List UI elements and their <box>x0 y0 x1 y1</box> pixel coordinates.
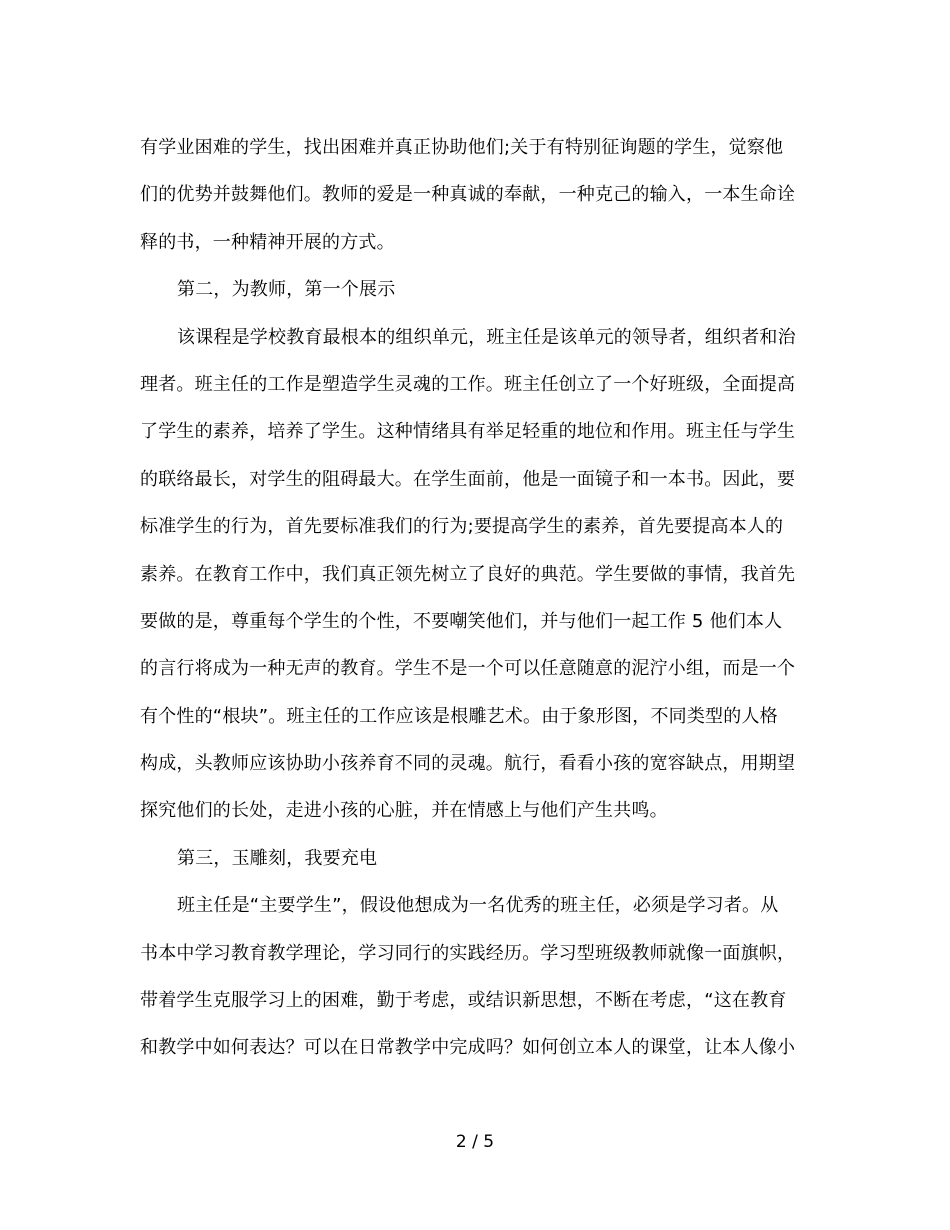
text-line: 素养。在教育工作中，我们真正领先树立了良好的典范。学生要做的事情，我首先 <box>140 563 796 585</box>
text-line: 班主任是“主要学生”，假设他想成为一名优秀的班主任，必须是学习者。从 <box>177 895 779 917</box>
text-line: 的联络最长，对学生的阻碍最大。在学生面前，他是一面镜子和一本书。因此，要 <box>140 468 796 490</box>
page-number: 2 / 5 <box>455 1132 495 1152</box>
text-line: 释的书，一种精神开展的方式。 <box>140 231 395 253</box>
body-text <box>140 124 830 1072</box>
text-line: 标准学生的行为，首先要标准我们的行为;要提高学生的素养，首先要提高本人的 <box>140 516 784 538</box>
text-line: 们的优势并鼓舞他们。教师的爱是一种真诚的奉献，一种克己的输入，一本生命诠 <box>140 184 796 206</box>
text-line: 了学生的素养，培养了学生。这种情绪具有举足轻重的地位和作用。班主任与学生 <box>140 421 796 443</box>
text-line: 和教学中如何表达？可以在日常教学中完成吗？如何创立本人的课堂，让本人像小 <box>140 1037 796 1059</box>
section-heading: 第二，为教师，第一个展示 <box>177 279 396 301</box>
text-line: 该课程是学校教育最根本的组织单元，班主任是该单元的领导者，组织者和治 <box>177 326 796 348</box>
text-line: 要做的是，尊重每个学生的个性，不要嘲笑他们，并与他们一起工作 5 他们本人 <box>140 610 783 632</box>
text-line: 理者。班主任的工作是塑造学生灵魂的工作。班主任创立了一个好班级，全面提高 <box>140 373 796 395</box>
section-heading: 第三，玉雕刻，我要充电 <box>177 847 378 869</box>
text-line: 书本中学习教育教学理论，学习同行的实践经历。学习型班级教师就像一面旗帜， <box>140 942 796 964</box>
text-line: 的言行将成为一种无声的教育。学生不是一个可以任意随意的泥泞小组，而是一个 <box>140 658 796 680</box>
text-line: 构成，头教师应该协助小孩养育不同的灵魂。航行，看看小孩的宽容缺点，用期望 <box>140 753 796 775</box>
text-line: 探究他们的长处，走进小孩的心脏，并在情感上与他们产生共鸣。 <box>140 800 668 822</box>
text-line: 有个性的“根块”。班主任的工作应该是根雕艺术。由于象形图，不同类型的人格 <box>140 705 778 727</box>
text-line: 带着学生克服学习上的困难，勤于考虑，或结识新思想，不断在考虑，“这在教育 <box>140 990 787 1012</box>
text-line: 有学业困难的学生，找出困难并真正协助他们;关于有特别征询题的学生，觉察他 <box>140 137 784 158</box>
